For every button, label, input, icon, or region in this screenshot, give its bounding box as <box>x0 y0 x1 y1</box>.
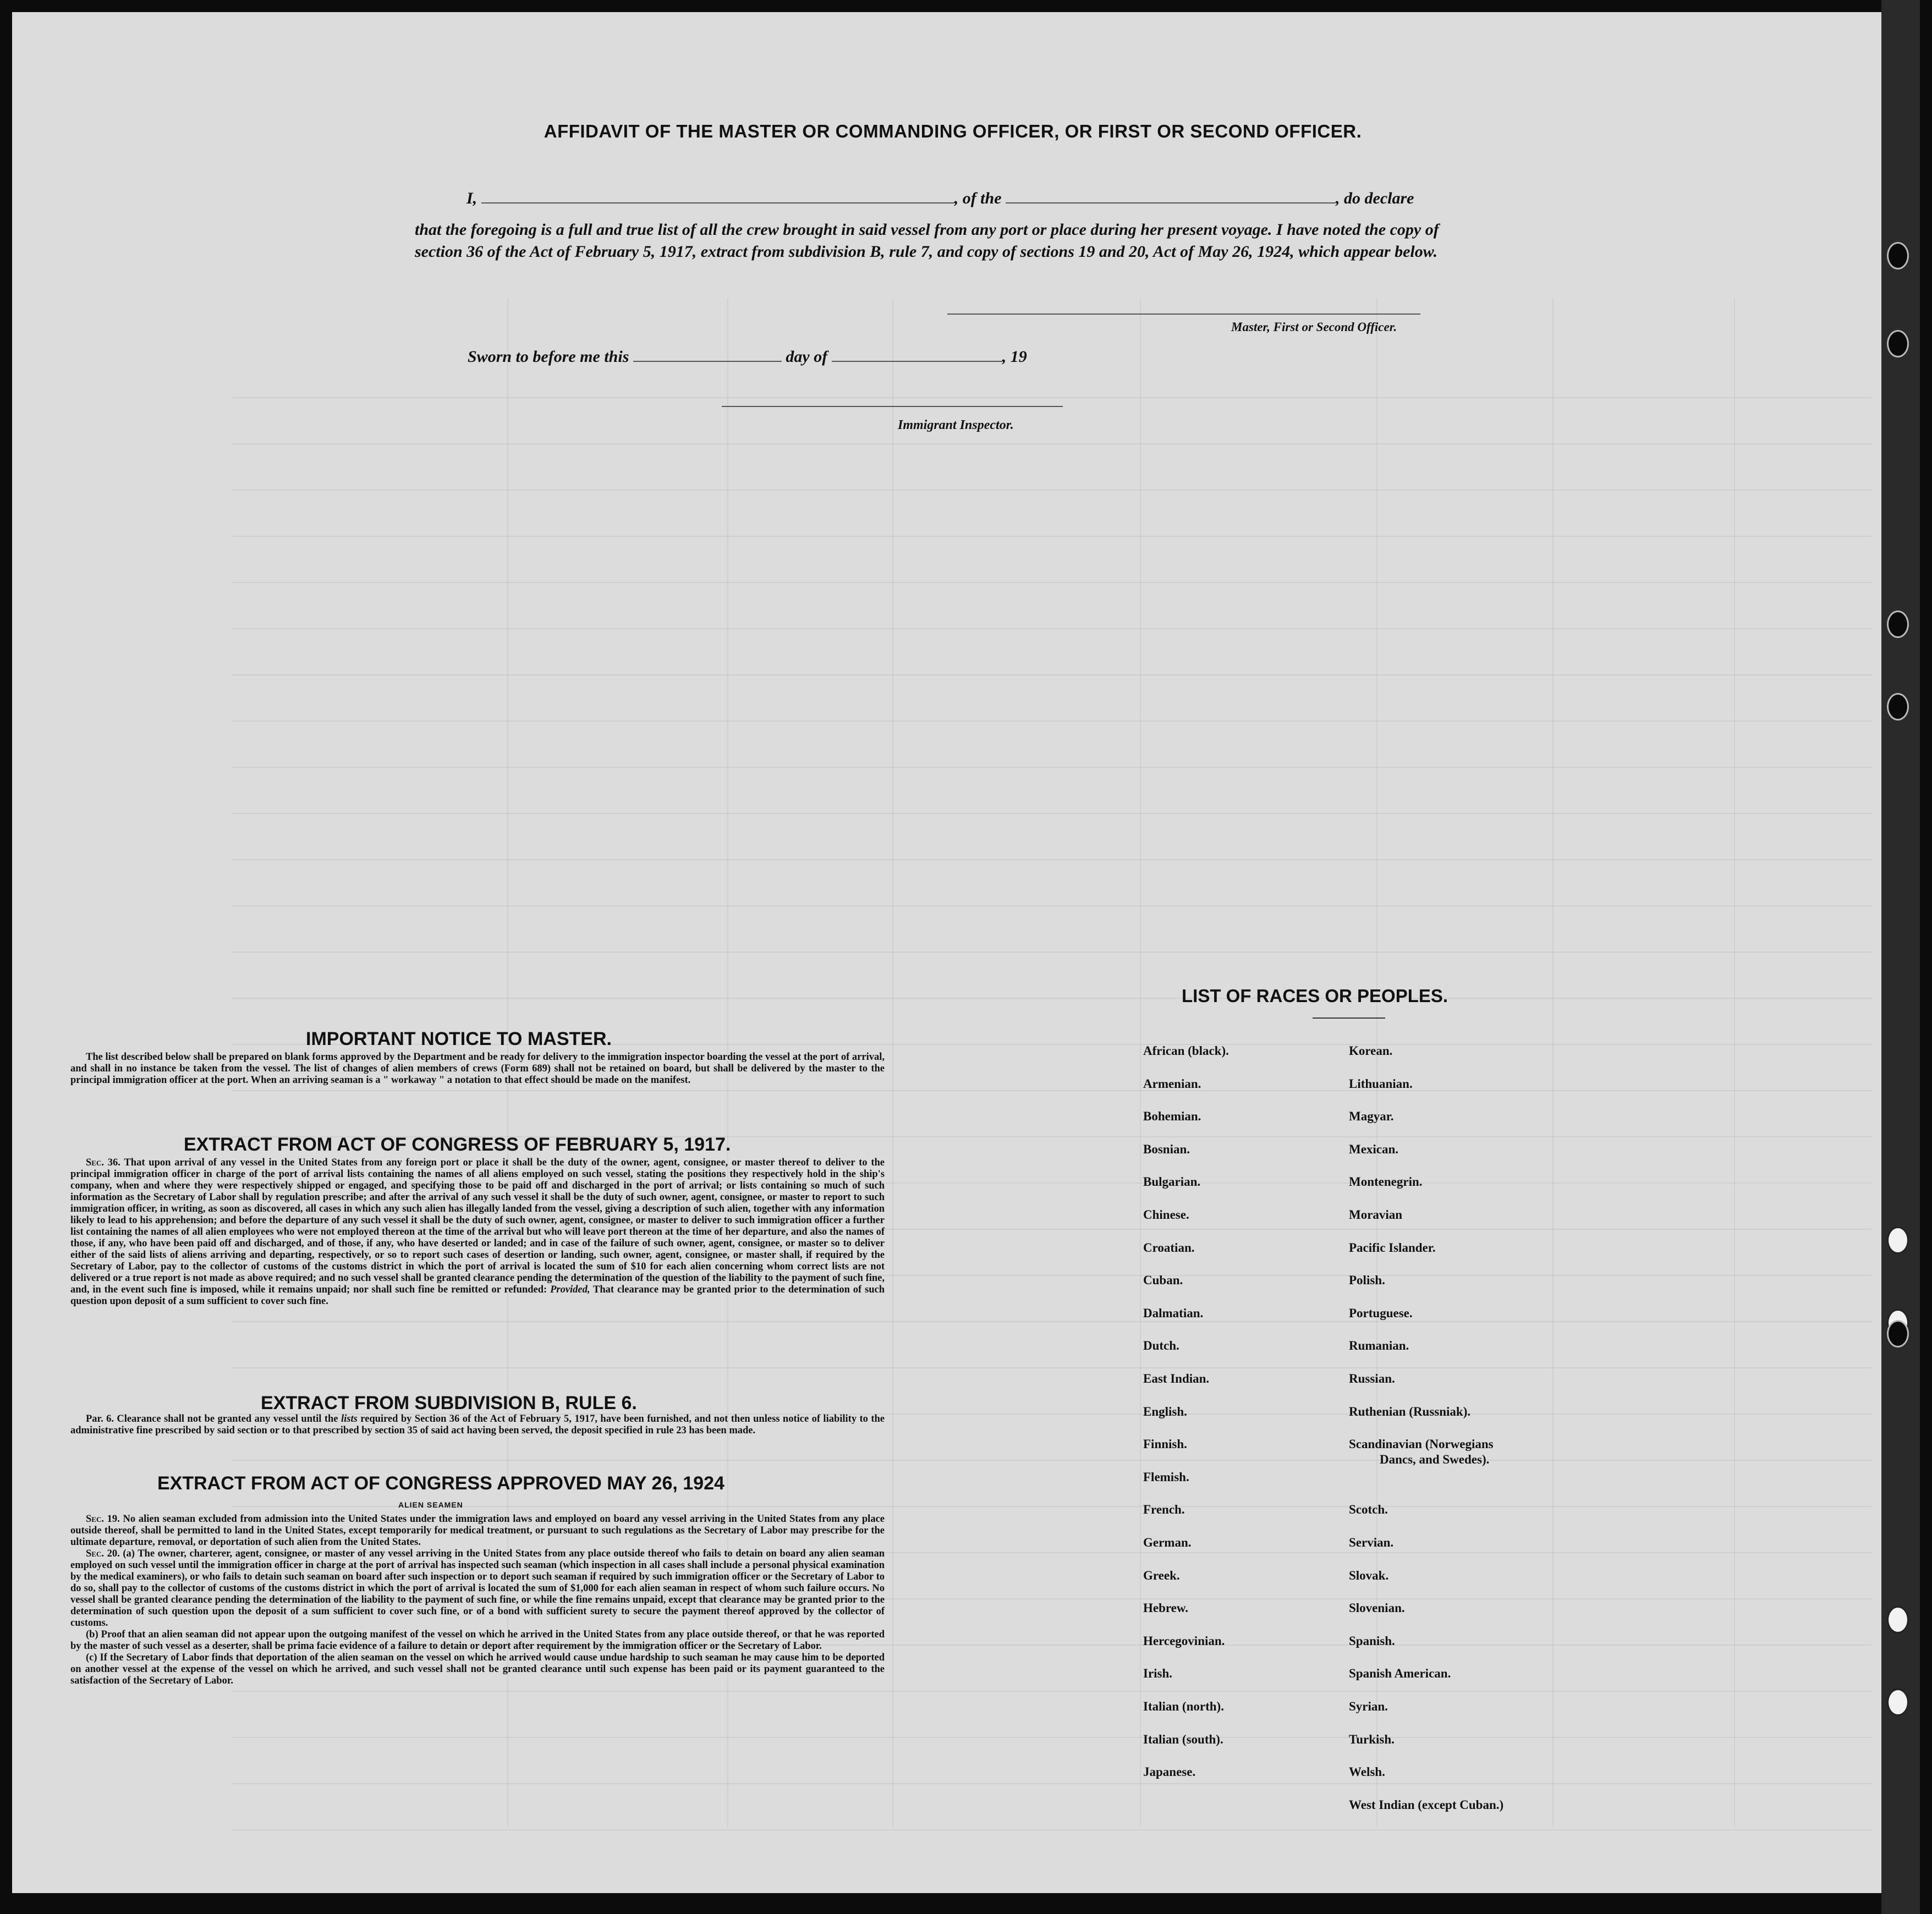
race-entry: Irish. <box>1143 1667 1173 1681</box>
sworn-prefix: Sworn to before me this <box>468 348 629 366</box>
race-entry: Italian (north). <box>1143 1700 1224 1713</box>
extract-1924-text <box>70 1514 885 1687</box>
race-entry: Lithuanian. <box>1349 1076 1413 1091</box>
race-entry: Syrian. <box>1349 1700 1388 1713</box>
race-entry: Scotch. <box>1349 1503 1388 1517</box>
ghost-row-line <box>232 1691 1871 1692</box>
race-entry: Portuguese. <box>1349 1306 1413 1320</box>
race-entry: Hebrew. <box>1143 1601 1188 1615</box>
ghost-column-line <box>892 298 893 1827</box>
races-list-title: LIST OF RACES OR PEOPLES. <box>1182 986 1448 1006</box>
ghost-column-line <box>1140 298 1141 1827</box>
inspector-signature-blank[interactable] <box>722 406 1063 407</box>
document-page <box>12 12 1893 1893</box>
ghost-row-line <box>232 721 1871 722</box>
ghost-row-line <box>232 952 1871 953</box>
race-entry: East Indian. <box>1143 1372 1210 1385</box>
binding-hole-icon <box>1887 242 1909 270</box>
notice-title: IMPORTANT NOTICE TO MASTER. <box>306 1028 612 1049</box>
extract-rule-6-title: EXTRACT FROM SUBDIVISION B, RULE 6. <box>261 1393 637 1414</box>
ghost-row-line <box>232 767 1871 768</box>
race-entry: Bohemian. <box>1143 1109 1201 1124</box>
vessel-name-blank[interactable] <box>1006 202 1336 204</box>
ghost-row-line <box>232 397 1871 398</box>
ghost-row-line <box>232 1321 1871 1322</box>
race-entry: Croatian. <box>1143 1240 1195 1255</box>
ghost-column-line <box>1552 298 1554 1827</box>
race-entry: Rumanian. <box>1349 1339 1409 1353</box>
race-entry: Hercegovinian. <box>1143 1634 1225 1648</box>
ghost-row-line <box>232 490 1871 491</box>
section-20b-text: (b) Proof that an alien seaman did not appear upon the outgoing manifest of the vessel on which he arrived in the United States from any place outside thereof, or that he was reported by the master of such vessel as a deserter, shall be prima facie evidence of a failure to detain or deport after requirement by the immigration officer or the Secretary of Labor. <box>70 1629 885 1652</box>
affidavit-declare-label: , do declare <box>1336 189 1414 207</box>
race-entry: Flemish. <box>1143 1470 1189 1484</box>
affidavit-of-the-label: , of the <box>954 189 1002 207</box>
ghost-row-line <box>232 1783 1871 1784</box>
race-entry: Pacific Islander. <box>1349 1240 1436 1255</box>
extract-rule-6-text <box>70 1414 885 1437</box>
notice-paragraph: The list described below shall be prepared on blank forms approved by the Department and be ready for delivery to the immigration inspector boarding the vessel at the port of arrival, and shall in no instance be taken from the vessel. The list of changes of alien members of crews (Form 689) shall not be retained on board, but shall be delivered by the master to the principal immigration officer at the port. When an arriving seaman is a " workaway " a notation to that effect should be made on the manifest. <box>70 1052 885 1086</box>
affidavit-i-label: I, <box>466 189 477 207</box>
ghost-row-line <box>232 1367 1871 1368</box>
binding-edge <box>1881 0 1920 1914</box>
officer-signature-blank[interactable] <box>947 314 1420 315</box>
race-entry: Armenian. <box>1143 1076 1201 1091</box>
ghost-row-line <box>232 674 1871 675</box>
race-entry: Ruthenian (Russniak). <box>1349 1404 1471 1418</box>
races-title-rule <box>1313 1018 1385 1019</box>
race-entry: Spanish American. <box>1349 1667 1451 1681</box>
race-entry: Slovak. <box>1349 1568 1389 1582</box>
section-19-text: No alien seaman excluded from admission into the United States under the immigration laws and employed on board any vessel arriving in the United States from any place outside thereof, shall be permitted to land in the United States, except temporarily for medical treatment, or pursuant to such regulations as the Secretary of Labor may prescribe for the ultimate departure, removal, or deportation of such alien from the United States. <box>70 1514 885 1548</box>
race-entry: Scandinavian (Norwegians <box>1349 1437 1494 1451</box>
race-entry: Greek. <box>1143 1568 1180 1582</box>
notice-text <box>70 1052 885 1086</box>
section-36-text: That upon arrival of any vessel in the United States from any foreign port or place it shall be the duty of the owner, agent, consignee, or master thereof to deliver to the principal immigration officer in charge of the port of arrival lists containing the names of all aliens employed on such vessel, stating the positions they respectively hold in the ship's company, when and where they were respectively shipped or engaged, and specifying those to be paid off and discharged in the port of arrival; or lists containing so much of such information as the Secretary of Labor shall by regulation prescribe; and after the arrival of any such vessel it shall be the duty of such owner, agent, consignee, or master to report to such immigration officer, in writing, as soon as discovered, all cases in which any such alien has illegally landed from the vessel, giving a description of such alien, together with any information likely to lead to his apprehension; and before the departure of any such vessel it shall be the duty of such owner, agent, consignee, or master to deliver to such immigration officer a further list containing the names of all alien employees who were not employed thereon at the time of the arrival but who will leave port thereon at the time of her departure, and also the names of those, if any, who have been paid off and discharged, and of those, if any, who have deserted or landed; and in case of the failure of such owner, agent, consignee, or master so to deliver either of the said lists of aliens arriving and departing, respectively, or so to report such cases of desertion or landing, such owner, agent, consignee, or master shall, if required by the Secretary of Labor, pay to the collector of customs of the customs district in which the port of arrival is located the sum of $10 for each alien concerning whom correct lists are not delivered or a true report is not made as above required; and no such vessel shall be granted clearance pending the determination of the question of the liability to the payment of such fine, and, in the event such fine is imposed, while it remains unpaid; nor shall such fine be remitted or refunded: <box>70 1157 885 1295</box>
ghost-row-line <box>232 1506 1871 1507</box>
master-name-blank[interactable] <box>481 202 954 204</box>
race-entry: Moravian <box>1349 1208 1403 1222</box>
binding-hole-icon <box>1887 610 1909 638</box>
race-entry: Magyar. <box>1349 1109 1394 1124</box>
alien-seamen-subtitle: ALIEN SEAMEN <box>398 1500 463 1509</box>
proviso-label: Provided, <box>550 1284 590 1295</box>
race-entry: Turkish. <box>1349 1732 1395 1746</box>
ghost-column-line <box>1376 298 1377 1827</box>
ghost-row-line <box>232 443 1871 444</box>
ghost-row-line <box>232 998 1871 999</box>
sworn-line <box>468 348 1027 366</box>
sworn-day-blank[interactable] <box>633 361 782 362</box>
ghost-row-line <box>232 1460 1871 1461</box>
sworn-year: , 19 <box>1002 348 1027 366</box>
ghost-row-line <box>232 905 1871 906</box>
inspector-signature-label: Immigrant Inspector. <box>898 418 1014 432</box>
race-entry: Dalmatian. <box>1143 1306 1204 1320</box>
ghost-row-line <box>232 1090 1871 1091</box>
binding-hole-icon <box>1887 330 1909 358</box>
race-entry: Spanish. <box>1349 1634 1395 1648</box>
race-entry: Montenegrin. <box>1349 1175 1423 1189</box>
extract-1917-text <box>70 1157 885 1307</box>
section-36-label: Sec. 36. <box>86 1157 120 1168</box>
binding-hole-icon <box>1887 1226 1909 1254</box>
race-entry: Welsh. <box>1349 1765 1385 1779</box>
ghost-row-line <box>232 582 1871 583</box>
ghost-column-line <box>1734 298 1735 1827</box>
race-entry: English. <box>1143 1404 1187 1418</box>
race-entry: Korean. <box>1349 1044 1393 1058</box>
ghost-row-line <box>232 536 1871 537</box>
rule-6-lists-word: lists <box>341 1414 358 1425</box>
affidavit-title: AFFIDAVIT OF THE MASTER OR COMMANDING OFFICER, OR FIRST OR SECOND OFFICER. <box>544 121 1362 141</box>
ghost-row-line <box>232 1829 1871 1830</box>
race-entry: Russian. <box>1349 1372 1395 1385</box>
race-entry: Mexican. <box>1349 1142 1399 1156</box>
affidavit-body: that the foregoing is a full and true list of all the crew brought in said vessel from any port or place during her present voyage. I have noted the copy of section 36 of the Act of February 5, 1917, extract from subdivision B, rule 7, and copy of sections 19 and 20, Act of May 26, 1924, which appear below. <box>415 221 1439 261</box>
binding-hole-icon <box>1887 693 1909 721</box>
race-entry: Dancs, and Swedes). <box>1380 1453 1490 1467</box>
race-entry: Dutch. <box>1143 1339 1179 1353</box>
sworn-month-blank[interactable] <box>832 361 1002 362</box>
ghost-row-line <box>232 628 1871 629</box>
section-19-label: Sec. 19. <box>86 1514 120 1525</box>
race-entry: German. <box>1143 1536 1192 1549</box>
race-entry: French. <box>1143 1503 1185 1517</box>
sworn-day-of: day of <box>786 348 828 366</box>
race-entry: West Indian (except Cuban.) <box>1349 1797 1504 1812</box>
rule-6-text-a: Par. 6. Clearance shall not be granted any vessel until the <box>86 1414 338 1425</box>
section-20c-text: (c) If the Secretary of Labor finds that deportation of the alien seaman on the vessel on which he arrived would cause undue hardship to such seaman he may cause him to be deported on another vessel at the expense of the vessel on which he arrived, and such vessel shall not be granted clearance until such expense has been paid or its payment guaranteed to the satisfaction of the Secretary of Labor. <box>70 1652 885 1686</box>
binding-hole-icon <box>1887 1606 1909 1634</box>
officer-signature-label: Master, First or Second Officer. <box>1231 320 1397 334</box>
section-20-label: Sec. 20. <box>86 1548 120 1559</box>
race-entry: Chinese. <box>1143 1208 1189 1222</box>
binding-hole-icon <box>1887 1320 1909 1348</box>
extract-1917-title: EXTRACT FROM ACT OF CONGRESS OF FEBRUARY 5, 1917. <box>184 1134 731 1155</box>
race-entry: Bulgarian. <box>1143 1175 1201 1189</box>
race-entry: Bosnian. <box>1143 1142 1190 1156</box>
affidavit-declaration-line <box>466 189 1414 208</box>
race-entry: Japanese. <box>1143 1765 1196 1779</box>
ghost-row-line <box>232 813 1871 814</box>
race-entry: African (black). <box>1143 1044 1229 1058</box>
section-36-end: That clearance may be granted prior to the determination of such question upon deposit of a sum sufficient to cover such fine. <box>70 1284 885 1307</box>
section-20a-text: (a) The owner, charterer, agent, consignee, or master of any vessel arriving in the United States from any place outside thereof who fails to detain on board any alien seaman employed on such vessel until the immigration officer in charge at the port of arrival has inspected such seaman (which inspection in all cases shall include a personal physical examination by the medical examiners), or who fails to detain such seaman on board after such inspection or to deport such seaman if required by such immigration officer or the Secretary of Labor to do so, shall pay to the collector of customs of the customs district in which the port of arrival is located the sum of $1,000 for each alien seaman in respect of whom such failure occurs. No vessel shall be granted clearance pending the determination of the liability to the payment of such fine, or while the fine remains unpaid, except that clearance may be granted prior to the determination of such question upon the deposit of a sum sufficient to cover such fine, or of a bond with sufficient surety to secure the payment thereof approved by the collector of customs. <box>70 1548 885 1629</box>
race-entry: Servian. <box>1349 1536 1394 1549</box>
race-entry: Slovenian. <box>1349 1601 1405 1615</box>
race-entry: Polish. <box>1349 1273 1385 1288</box>
race-entry: Italian (south). <box>1143 1732 1223 1746</box>
rule-6-text-b: required by Section 36 of the Act of February 5, 1917, have been furnished, and not then unless notice of liability to the administrative fine prescribed by said section or to that prescribed by section 35 of said act having been served, the deposit specified in rule 23 has been made. <box>70 1414 885 1436</box>
ghost-row-line <box>232 1737 1871 1738</box>
binding-hole-icon <box>1887 1689 1909 1716</box>
race-entry: Finnish. <box>1143 1437 1187 1451</box>
ghost-row-line <box>232 859 1871 860</box>
extract-1924-title: EXTRACT FROM ACT OF CONGRESS APPROVED MAY 26, 1924 <box>157 1473 724 1494</box>
race-entry: Cuban. <box>1143 1273 1183 1288</box>
